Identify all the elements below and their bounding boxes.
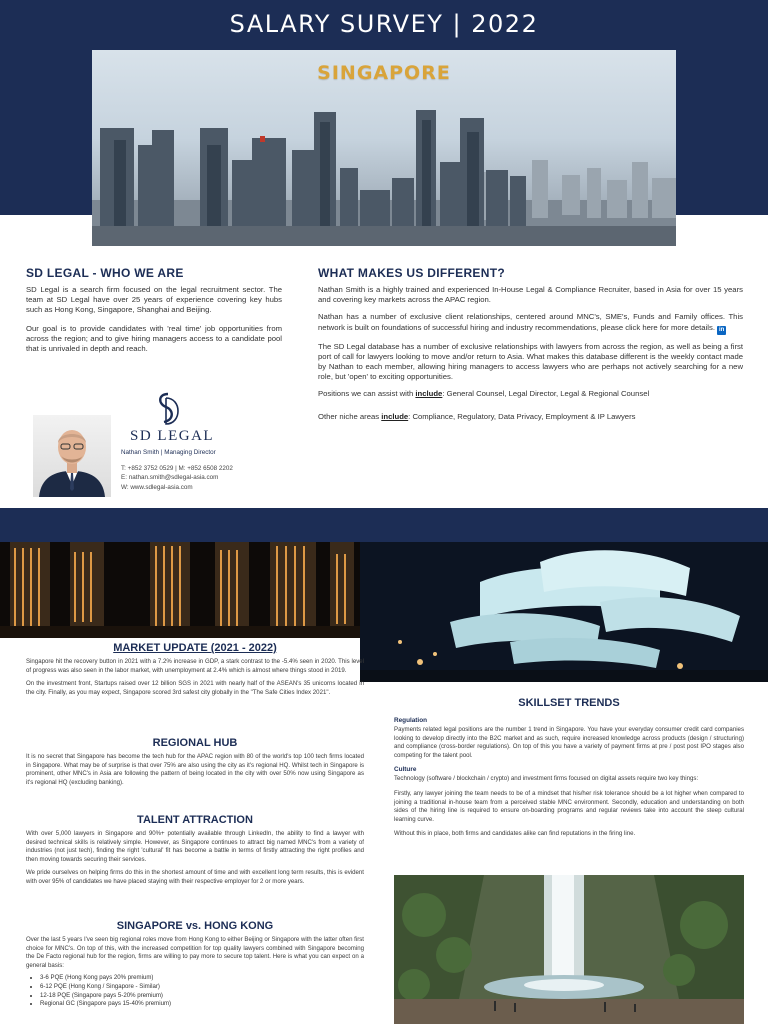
without-paragraph: Without this in place, both firms and candidates alike can find reputations in the firing line. [394, 830, 636, 838]
different-paragraph-2-text[interactable]: Nathan has a number of exclusive client relationships, centered around MNC's, SME's, Funds and Family offices. This network is built on foundations of successful hiring and industry recommendations, please click here for more details. [318, 312, 743, 332]
culture-paragraph: Technology (software / blockchain / crypto) and investment firms focused on digital assets require two key things: [394, 775, 699, 783]
regional-hub-heading: REGIONAL HUB [152, 737, 238, 749]
regional-hub-paragraph: It is no secret that Singapore has become the tech hub for the APAC region with 80 of the world's top 100 tech firms located in Singapore. What may be of surprise is that over 75% are also using the city as it's regional HQ. Whilst tech in Singapore is prominent, other MNC's in Asia are following the pattern of being located in the city with over 50% now using Singapore as it's regional HQ (excluding banking). [26, 753, 364, 786]
regulation-label: Regulation [394, 717, 428, 724]
hero-city-label: SINGAPORE [317, 62, 451, 84]
sg-vs-hk-paragraph: Over the last 5 years I've seen big regional roles move from Hong Kong to either Beijing or Singapore with the latter often first choice for MNC's. On top of this, with the increased competition for top quality lawyers combined with Singapore becoming the De Facto regional hub for the region, firms are willing to pay more to secure top talent. Here is what you can expect on a general basis: [26, 936, 364, 969]
contact-block [121, 448, 291, 492]
who-we-are-section [26, 266, 282, 354]
what-makes-us-different-section [318, 266, 743, 422]
who-we-are-paragraph-1: SD Legal is a search firm focused on the legal recruitment sector. The team at SD Legal have over 25 years of experience covering key hubs such as Hong Kong, Singapore, Shanghai and Beijing. [26, 285, 282, 315]
who-we-are-paragraph-2: Our goal is to provide candidates with 'real time' job opportunities from across the region; and to give hiring managers access to a candidate pool that is unrivaled in depth and reach. [26, 323, 282, 354]
list-item: • 12-18 PQE (Singapore pays 5-20% premium) [40, 992, 364, 1001]
different-heading: WHAT MAKES US DIFFERENT? [318, 266, 505, 280]
contact-web[interactable]: W: www.sdlegal-asia.com [121, 483, 193, 491]
person-icon [33, 415, 111, 497]
skillset-trends-section [394, 697, 744, 839]
skillset-trends-heading: SKILLSET TRENDS [518, 697, 620, 709]
list-item: • Regional GC (Singapore pays 15-40% premium) [40, 1000, 364, 1009]
talent-attraction-heading: TALENT ATTRACTION [137, 814, 253, 826]
artscience-museum-image [360, 542, 768, 682]
talent-paragraph-2: We pride ourselves on helping firms do this in the shortest amount of time and with excellent long term results, this is evident with over 95% of candidates we have placed staying with their respective employer for 2 or more years. [26, 869, 364, 885]
different-paragraph-1: Nathan Smith is a highly trained and experienced In-House Legal & Compliance Recruiter, based in Asia for over 15 years and covering key markets across the APAC region. [318, 285, 743, 305]
niche-areas-line: Other niche areas include: Compliance, Regulatory, Data Privacy, Employment & IP Lawyers [318, 411, 636, 421]
contact-phone[interactable]: T: +852 3752 0529 | M: +852 6508 2202 [121, 465, 233, 473]
night-towers-image [0, 542, 360, 638]
singapore-vs-hong-kong-section [26, 920, 364, 1009]
sg-vs-hk-heading: SINGAPORE vs. HONG KONG [116, 920, 274, 932]
indoor-waterfall-image [394, 875, 744, 1024]
mid-band [0, 508, 768, 542]
contact-email[interactable]: E: nathan.smith@sdlegal-asia.com [121, 474, 219, 482]
lotus-building-illustration [360, 542, 768, 682]
managing-director-portrait [33, 415, 111, 497]
talent-paragraph-1: With over 5,000 lawyers in Singapore and 90%+ potentially available through LinkedIn, the ability to find a lawyer with desired technical skills is relatively simple. However, as Singapore continues to attract big named MNC's from a variety of industries (not just tech), finding the right 'cultural' fit has become a battle in terms of firstly attracting the right profiles and then moving towards securing their services. [26, 830, 364, 863]
different-paragraph-2 [318, 312, 743, 334]
night-towers-illustration [0, 542, 360, 638]
regulation-paragraph: Payments related legal positions are the number 1 trend in Singapore. You have your everyday consumer credit card companies looking to develop directly into the B2C market and as such, require increased knowledge across products (design / structuring) and compliance (cross-border regulations). On top of this you have a variety of payment firms at pre / post post IPO stages also competing for the talent pool. [394, 726, 744, 759]
waterfall-illustration [394, 875, 744, 1024]
market-update-heading: MARKET UPDATE (2021 - 2022) [113, 642, 277, 654]
sd-monogram-icon [152, 390, 186, 430]
market-update-section [26, 642, 364, 697]
survey-title: SALARY SURVEY | 2022 [229, 10, 539, 38]
positions-line: Positions we can assist with include: General Counsel, Legal Director, Legal & Regional Counsel [318, 389, 650, 399]
contact-name: Nathan Smith | Managing Director [121, 449, 216, 456]
different-paragraph-3: The SD Legal database has a number of exclusive relationships with lawyers from across the region, as well as being a first port of call for lawyers looking to move and/or return to Asia. What makes this database different is the weekly contact made by Nathan to each member, allowing hiring managers to access lawyers who are perhaps not actively searching for a new role, but 'open' to exciting opportunities. [318, 341, 743, 382]
list-item: • 3-6 PQE (Hong Kong pays 20% premium) [40, 974, 364, 983]
market-update-paragraph-1: Singapore hit the recovery button in 2021 with a 7.2% increase in GDP, a stark contrast to the -5.4% seen in 2020. This level of progress was also seen in the labor market, with unemployment at 2.4% which is almost where things stood in 2019. [26, 658, 364, 674]
who-we-are-heading: SD LEGAL - WHO WE ARE [26, 266, 184, 280]
regional-hub-section [26, 737, 364, 787]
talent-attraction-section [26, 814, 364, 887]
market-update-paragraph-2: On the investment front, Startups raised over 12 billion SGS in 2021 with nearly half of the ASEAN's 35 unicorns located in the city. Finally, as you may expect, Singapore scored 3rd safest city globally in the "The Safe Cities Index 2021". [26, 680, 364, 696]
hero-skyline-image [92, 50, 676, 246]
linkedin-icon[interactable]: in [718, 326, 725, 333]
firstly-paragraph: Firstly, any lawyer joining the team needs to be of a mindset that his/her risk tolerance should be a lot higher when compared to joining a traditional in-house team from a perceived stable MNC environment. Secondly, education and understanding on both sides of the hiring line is required to ensure on-boarding programs and regular reviews take into account the steep cultural learning curve. [394, 789, 744, 823]
culture-label: Culture [394, 766, 417, 774]
premium-list [26, 974, 364, 1008]
sd-legal-wordmark: SD LEGAL [130, 428, 215, 444]
list-item: • 6-12 PQE (Hong Kong / Singapore - Similar) [40, 983, 364, 992]
